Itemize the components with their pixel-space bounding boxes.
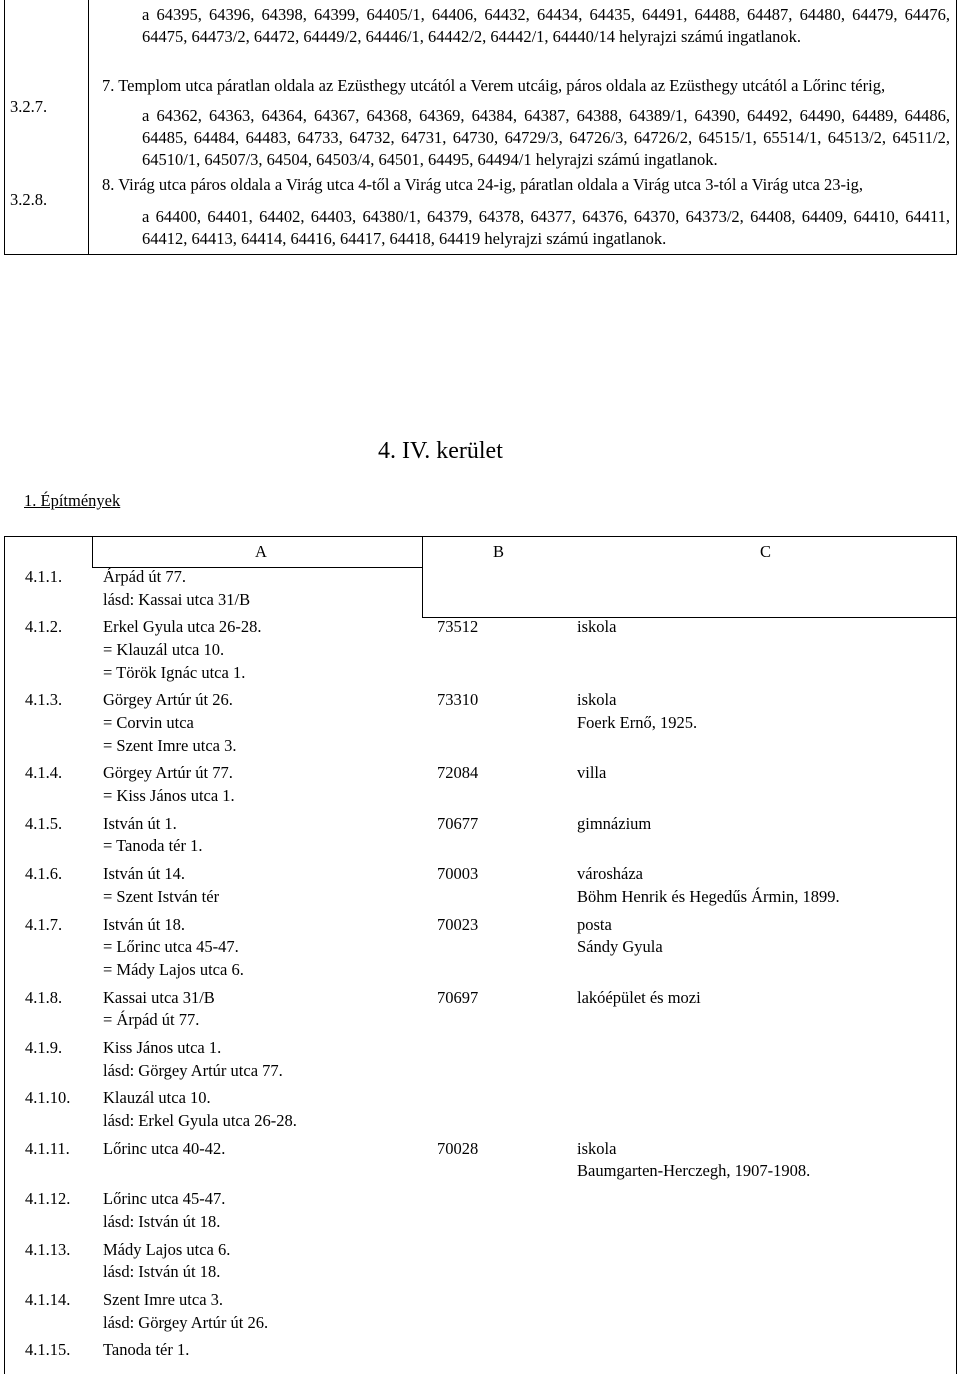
parcel-number: 70023 (437, 914, 479, 934)
address-line: lásd: Kassai utca 31/B (103, 589, 251, 609)
entry-number: 4.1.11. (25, 1138, 70, 1158)
parcel-list: a 64400, 64401, 64402, 64403, 64380/1, 64379, 64378, 64377, 64376, 64370, 64373/2, 64408, 64409, 64410, 64411, 64412, 64413, 64414, 64416, 64417, 64418, 64419 helyrajzi számú ingatlanok. (142, 207, 950, 248)
continuation-row (5, 0, 956, 72)
entry-number: 4.1.6. (25, 864, 63, 884)
address-line: lásd: István út 18. (103, 1211, 221, 1231)
entry-number: 4.1.13. (25, 1239, 71, 1259)
item-number: 3.2.7. (10, 97, 48, 116)
description-line: posta (577, 914, 612, 934)
entry-number: 4.1.9. (25, 1038, 63, 1057)
parcel-number: 70028 (437, 1138, 479, 1158)
item-body (89, 72, 956, 171)
parcel-list: a 64362, 64363, 64364, 64367, 64368, 64369, 64384, 64387, 64388, 64389/1, 64390, 64492, 64490, 64489, 64486, 64485, 64484, 64483, 64733, 64732, 64731, 64730, 64729/3, 64726/3, 64726/2, 64515/1, 65514/1, 64513/2, 64511/2, 64510/1, 64507/3, 64504, 64503/4, 64501, 64495, 64494/1 helyrajzi számú ingatlanok. (142, 106, 950, 169)
address-line: = Árpád út 77. (103, 1010, 200, 1030)
entry-number: 4.1.15. (25, 1340, 71, 1360)
column-header-a: A (255, 542, 267, 561)
address-line: = Lőrinc utca 45-47. (103, 937, 239, 957)
address-line: Lőrinc utca 40-42. (103, 1138, 226, 1158)
parcel-number: 70677 (437, 813, 479, 833)
entry-number: 4.1.12. (25, 1189, 71, 1209)
entry-number: 4.1.1. (25, 567, 63, 586)
item-heading: 8. Virág utca páros oldala a Virág utca 4-től a Virág utca 24-ig, páratlan oldala a Virág utca 3-tól a Virág utca 23-ig, (102, 175, 863, 194)
header-rule (422, 617, 956, 618)
address-line: lásd: Erkel Gyula utca 26-28. (103, 1110, 297, 1130)
address-line: lásd: Görgey Artúr út 26. (103, 1312, 269, 1332)
address-line: Kassai utca 31/B (103, 987, 215, 1007)
address-line: Mády Lajos utca 6. (103, 1239, 231, 1259)
description-line: Foerk Ernő, 1925. (577, 712, 698, 732)
item-heading: 7. Templom utca páratlan oldala az Ezüsthegy utcától a Verem utcáig, páros oldala az Ezüsthegy utcától a Lőrinc térig, (102, 76, 886, 95)
entry-number: 4.1.7. (25, 914, 63, 934)
entry-number: 4.1.2. (25, 617, 63, 637)
description-line: iskola (577, 1138, 617, 1158)
address-line: = Szent Imre utca 3. (103, 735, 237, 755)
address-line: = Klauzál utca 10. (103, 639, 225, 659)
number-cell (5, 0, 89, 72)
address-line: Árpád út 77. (103, 567, 186, 586)
parcel-number: 72084 (437, 763, 479, 783)
section-title: 4. IV. kerület (378, 438, 503, 464)
entry-number: 4.1.3. (25, 690, 63, 710)
address-line: = Tanoda tér 1. (103, 836, 203, 856)
address-line: Görgey Artúr út 26. (103, 690, 233, 710)
number-cell (5, 72, 89, 171)
number-cell (5, 171, 89, 254)
address-line: Klauzál utca 10. (103, 1088, 211, 1108)
column-header-b: B (493, 542, 505, 561)
address-line: lásd: Görgey Artúr utca 77. (103, 1060, 283, 1080)
item-row-3-2-7 (5, 72, 956, 171)
address-line: Szent Imre utca 3. (103, 1290, 224, 1309)
address-line: lásd: István út 18. (103, 1262, 221, 1282)
column-divider (92, 537, 93, 567)
address-line: Erkel Gyula utca 26-28. (103, 617, 262, 637)
parcel-number: 70003 (437, 864, 479, 884)
address-line: Görgey Artúr út 77. (103, 763, 233, 783)
address-line: = Kiss János utca 1. (103, 785, 235, 805)
address-line: István út 14. (103, 864, 186, 884)
address-line: = Török Ignác utca 1. (103, 662, 246, 682)
description-line: Sándy Gyula (577, 937, 663, 957)
item-number: 3.2.8. (10, 190, 48, 209)
address-line: Kiss János utca 1. (103, 1038, 222, 1057)
column-header-c: C (760, 542, 772, 561)
item-row-3-2-8 (5, 171, 956, 254)
buildings-table (4, 536, 957, 1374)
sub-title: 1. Építmények (24, 491, 121, 510)
protected-area-table (4, 0, 957, 255)
entry-number: 4.1.5. (25, 813, 63, 833)
entry-number: 4.1.4. (25, 763, 63, 783)
entry-number: 4.1.14. (25, 1290, 71, 1309)
description-line: Böhm Henrik és Hegedűs Ármin, 1899. (577, 886, 840, 906)
description-line: villa (577, 763, 607, 783)
parcel-list: a 64395, 64396, 64398, 64399, 64405/1, 64406, 64432, 64434, 64435, 64491, 64488, 64487, 64480, 64479, 64476, 64475, 64473/2, 64472, 64449/2, 64446/1, 64442/2, 64442/1, 64440/14 helyrajzi számú ingatlanok. (142, 5, 950, 46)
description-line: városháza (577, 864, 643, 884)
description-line: Baumgarten-Herczegh, 1907-1908. (577, 1161, 811, 1181)
address-line: = Szent István tér (103, 886, 220, 906)
column-divider (422, 537, 423, 617)
parcel-number: 70697 (437, 987, 479, 1007)
entry-number: 4.1.10. (25, 1088, 71, 1108)
description-line: lakóépület és mozi (577, 987, 701, 1007)
description-line: iskola (577, 690, 617, 710)
address-line: Lőrinc utca 45-47. (103, 1189, 226, 1209)
address-line: = Mády Lajos utca 6. (103, 959, 244, 979)
address-line: István út 1. (103, 813, 177, 833)
entry-number: 4.1.8. (25, 987, 63, 1007)
address-line: Tanoda tér 1. (103, 1340, 190, 1360)
description-line: iskola (577, 617, 617, 637)
description-line: gimnázium (577, 813, 652, 833)
address-line: = Corvin utca (103, 712, 194, 732)
address-line: István út 18. (103, 914, 186, 934)
item-body (89, 171, 956, 254)
parcel-number: 73512 (437, 617, 479, 637)
parcel-number: 73310 (437, 690, 479, 710)
parcel-cell (89, 0, 956, 72)
